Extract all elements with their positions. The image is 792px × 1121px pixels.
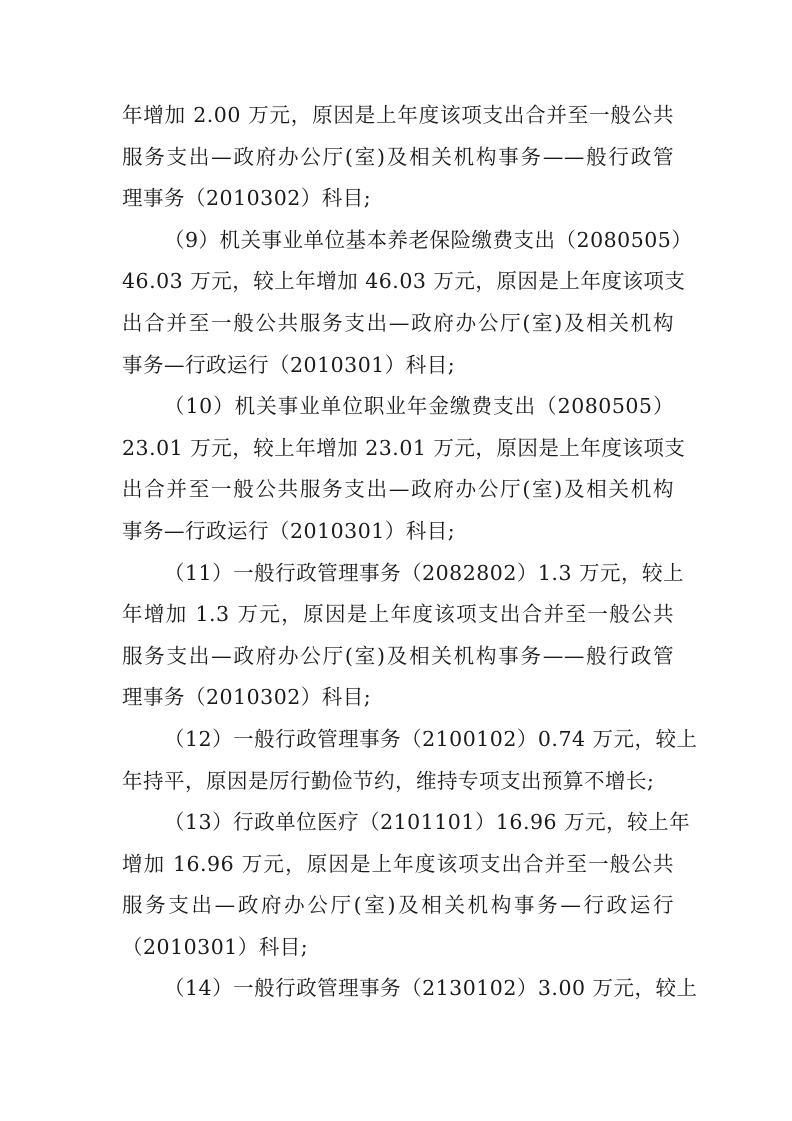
text-line: （12）一般行政管理事务（2100102）0.74 万元，较上 [164, 726, 698, 751]
text-line: 理事务（2010302）科目; [122, 685, 372, 710]
text-line: 事务—行政运行（2010301）科目; [122, 518, 456, 543]
text-line: 年增加 2.00 万元，原因是上年度该项支出合并至一般公共 [122, 103, 674, 127]
text-line: 出合并至一般公共服务支出—政府办公厅(室)及相关机构 [122, 310, 674, 335]
text-line: （14）一般行政管理事务（2130102）3.00 万元，较上 [164, 976, 698, 1001]
text-line: 46.03 万元，较上年增加 46.03 万元，原因是上年度该项支 [122, 269, 686, 294]
text-line: （10）机关事业单位职业年金缴费支出（2080505） [164, 394, 674, 419]
text-line: 出合并至一般公共服务支出—政府办公厅(室)及相关机构 [122, 477, 674, 502]
text-line: 服务支出—政府办公厅(室)及相关机构事务——般行政管 [122, 144, 674, 169]
text-line: （11）一般行政管理事务（2082802）1.3 万元，较上 [164, 560, 685, 585]
text-line: 年增加 1.3 万元，原因是上年度该项支出合并至一般公共 [122, 602, 674, 627]
text-line: 服务支出—政府办公厅(室)及相关机构事务——般行政管 [122, 643, 674, 668]
document-body [122, 95, 698, 1010]
text-line: （13）行政单位医疗（2101101）16.96 万元，较上年 [164, 810, 691, 835]
text-line: 理事务（2010302）科目; [122, 186, 372, 211]
text-line: 增加 16.96 万元，原因是上年度该项支出合并至一般公共 [122, 851, 674, 876]
text-line: （9）机关事业单位基本养老保险缴费支出（2080505） [164, 227, 693, 252]
text-line: （2010301）科目; [122, 934, 309, 959]
text-line: 23.01 万元，较上年增加 23.01 万元，原因是上年度该项支 [122, 435, 686, 460]
text-line: 服务支出—政府办公厅(室)及相关机构事务—行政运行 [122, 893, 674, 918]
text-line: 年持平，原因是厉行勤俭节约，维持专项支出预算不增长; [122, 768, 655, 793]
text-line: 事务—行政运行（2010301）科目; [122, 352, 456, 377]
